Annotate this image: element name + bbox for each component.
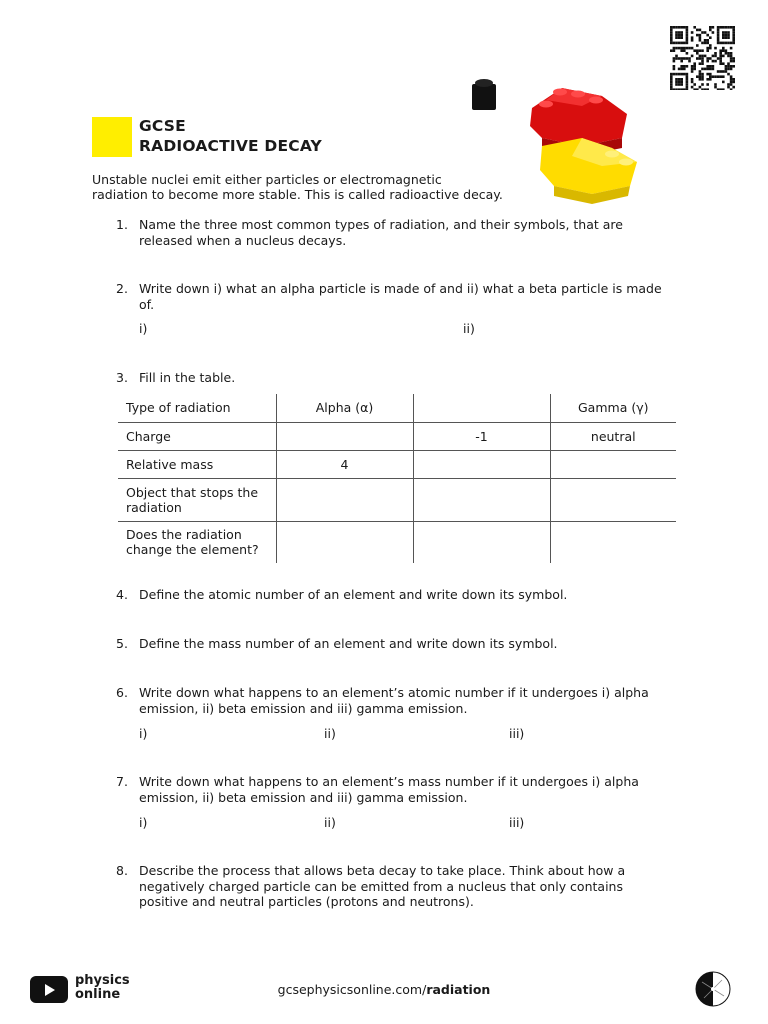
circle-emblem-icon (694, 970, 732, 1008)
table-cell[interactable] (276, 422, 413, 450)
table-cell: Gamma (γ) (550, 394, 676, 422)
question-text: Name the three most common types of radiation, and their symbols, that are (139, 217, 623, 232)
title-gcse: GCSE (139, 117, 186, 135)
table-row (118, 394, 676, 422)
table-cell: Type of radiation (118, 394, 276, 422)
question-text: Define the mass number of an element and write down its symbol. (139, 636, 558, 651)
table-cell: 4 (276, 450, 413, 478)
question-text: Write down what happens to an element’s atomic number if it undergoes i) alpha (139, 685, 649, 700)
footer-url[interactable] (0, 982, 768, 997)
question-text: Describe the process that allows beta decay to take place. Think about how a (139, 863, 626, 878)
question-number: 1. (116, 217, 128, 232)
question-number: 4. (116, 587, 128, 602)
answer-label: ii) (324, 815, 336, 830)
table-cell: Does the radiation change the element? (126, 527, 259, 558)
table-cell[interactable] (276, 521, 413, 563)
question-text: released when a nucleus decays. (139, 232, 347, 248)
url-prefix: gcsephysicsonline.com/ (277, 982, 427, 997)
answer-label: i) (139, 321, 148, 336)
table-cell[interactable] (550, 478, 676, 521)
table-cell[interactable] (550, 521, 676, 563)
question-text: positive and neutral particles (protons and neutrons). (139, 894, 474, 909)
answer-label: iii) (509, 815, 525, 830)
answer-label: iii) (509, 726, 525, 741)
answer-label: ii) (324, 726, 336, 741)
question-number: 2. (116, 281, 128, 296)
question-text: Fill in the table. (139, 370, 236, 385)
question-text: emission, ii) beta emission and iii) gamma emission. (139, 700, 468, 716)
question-number: 3. (116, 370, 128, 385)
intro-line: radiation to become more stable. This is called radioactive decay. (92, 187, 503, 202)
question-number: 7. (116, 774, 128, 789)
question-text: Write down i) what an alpha particle is made of and ii) what a beta particle is made (139, 281, 662, 296)
intro-paragraph (92, 172, 532, 202)
table-cell[interactable] (550, 450, 676, 478)
title-block (92, 117, 392, 157)
table-row (118, 521, 676, 563)
table-cell[interactable] (276, 478, 413, 521)
logo-line: online (75, 987, 121, 1002)
radiation-table (118, 394, 676, 563)
question-text: of. (139, 296, 155, 312)
accent-square (92, 117, 132, 157)
question-text: Define the atomic number of an element and write down its symbol. (139, 587, 568, 602)
table-cell: Alpha (α) (276, 394, 413, 422)
table-cell: Relative mass (118, 450, 276, 478)
table-cell[interactable] (413, 394, 550, 422)
question-text: negatively charged particle can be emitted from a nucleus that only contains (139, 878, 623, 894)
table-row (118, 450, 676, 478)
table-row (118, 422, 676, 450)
question-number: 8. (116, 863, 128, 878)
table-cell[interactable] (413, 478, 550, 521)
table-cell[interactable] (413, 521, 550, 563)
table-cell: neutral (550, 422, 676, 450)
question-number: 6. (116, 685, 128, 700)
table-cell: -1 (413, 422, 550, 450)
answer-label: i) (139, 815, 148, 830)
question-text: Write down what happens to an element’s mass number if it undergoes i) alpha (139, 774, 639, 789)
table-cell: Charge (118, 422, 276, 450)
answer-label: ii) (463, 321, 475, 336)
table-row (118, 478, 676, 521)
table-cell: Object that stops the radiation (118, 478, 276, 521)
page-title: RADIOACTIVE DECAY (139, 137, 322, 155)
qr-code-icon (668, 26, 738, 90)
url-bold: radiation (426, 982, 491, 997)
table-cell[interactable] (413, 450, 550, 478)
question-number: 5. (116, 636, 128, 651)
question-text: emission, ii) beta emission and iii) gamma emission. (139, 789, 468, 805)
answer-label: i) (139, 726, 148, 741)
logo-line: physics (75, 973, 130, 988)
intro-line: Unstable nuclei emit either particles or electromagnetic (92, 172, 442, 187)
